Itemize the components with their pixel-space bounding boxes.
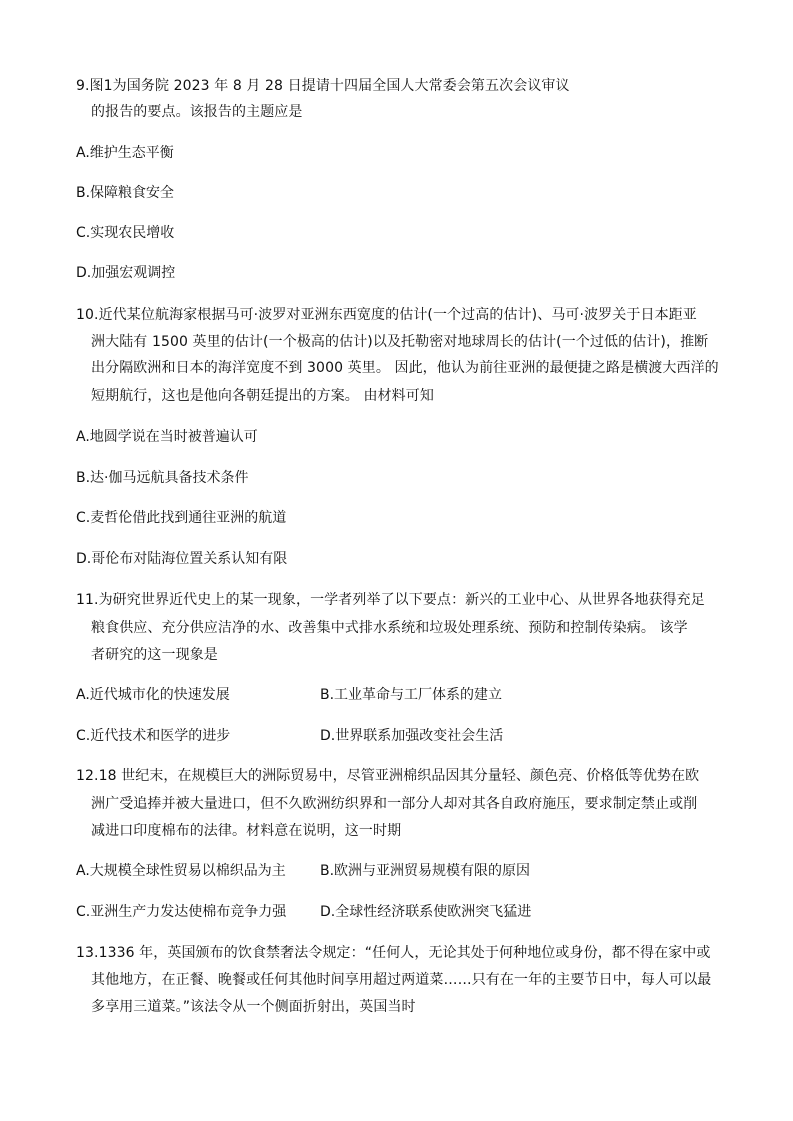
q12-line-2: 洲广受追捧并被大量进口，但不久欧洲纺织界和一部分人却对其各自政府施压，要求制定禁止或削 [91, 796, 698, 812]
q10-option-c: C.麦哲伦借此找到通往亚洲的航道 [76, 510, 287, 526]
q10-line-1: 10.近代某位航海家根据马可·波罗对亚洲东西宽度的估计(一个过高的估计)、马可·波罗关于日本距亚 [76, 307, 697, 323]
q9-option-c: C.实现农民增收 [76, 225, 175, 241]
q10-line-3: 出分隔欧洲和日本的海洋宽度不到 3000 英里。 因此，他认为前往亚洲的最便捷之路是横渡大西洋的 [91, 360, 719, 376]
q9-option-d: D.加强宏观调控 [76, 265, 176, 281]
q11-option-b: B.工业革命与工厂体系的建立 [320, 687, 503, 703]
q11-option-a: A.近代城市化的快速发展 [76, 687, 230, 703]
q9-option-a: A.维护生态平衡 [76, 145, 174, 161]
q12-line-3: 减进口印度棉布的法律。材料意在说明，这一时期 [91, 823, 402, 839]
q11-line-3: 者研究的这一现象是 [91, 647, 218, 663]
q10-line-2: 洲大陆有 1500 英里的估计(一个极高的估计)以及托勒密对地球周长的估计(一个过低的估计)，推断 [91, 334, 709, 350]
q10-option-a: A.地圆学说在当时被普遍认可 [76, 429, 258, 445]
q12-line-1: 12.18 世纪末，在规模巨大的洲际贸易中，尽管亚洲棉织品因其分量轻、颜色亮、价格低等优势在欧 [76, 768, 700, 784]
q9-line-2: 的报告的要点。该报告的主题应是 [91, 104, 303, 120]
q12-option-c: C.亚洲生产力发达使棉布竞争力强 [76, 904, 287, 920]
q10-option-b: B.达·伽马远航具备技术条件 [76, 470, 249, 486]
q11-option-c: C.近代技术和医学的进步 [76, 728, 231, 744]
q13-line-2: 其他地方，在正餐、晚餐或任何其他时间享用超过两道菜……只有在一年的主要节日中，每人可以最 [91, 972, 712, 988]
q11-option-d: D.世界联系加强改变社会生活 [320, 728, 504, 744]
q11-line-1: 11.为研究世界近代史上的某一现象，一学者列举了以下要点：新兴的工业中心、从世界各地获得充足 [76, 592, 705, 608]
q12-option-b: B.欧洲与亚洲贸易规模有限的原因 [320, 863, 531, 879]
q12-option-a: A.大规模全球性贸易以棉织品为主 [76, 863, 286, 879]
q9-option-b: B.保障粮食安全 [76, 185, 175, 201]
q13-line-1: 13.1336 年，英国颁布的饮食禁奢法令规定：“任何人，无论其处于何种地位或身份，都不得在家中或 [76, 945, 711, 961]
q10-option-d: D.哥伦布对陆海位置关系认知有限 [76, 551, 288, 567]
q11-line-2: 粮食供应、充分供应洁净的水、改善集中式排水系统和垃圾处理系统、预防和控制传染病。 该学 [91, 620, 688, 636]
q9-line-1: 9.图1为国务院 2023 年 8 月 28 日提请十四届全国人大常委会第五次会议审议 [76, 78, 570, 94]
q12-option-d: D.全球性经济联系使欧洲突飞猛进 [320, 904, 532, 920]
q10-line-4: 短期航行，这也是他向各朝廷提出的方案。 由材料可知 [91, 388, 434, 404]
q13-line-3: 多享用三道菜。”该法令从一个侧面折射出，英国当时 [91, 999, 416, 1015]
